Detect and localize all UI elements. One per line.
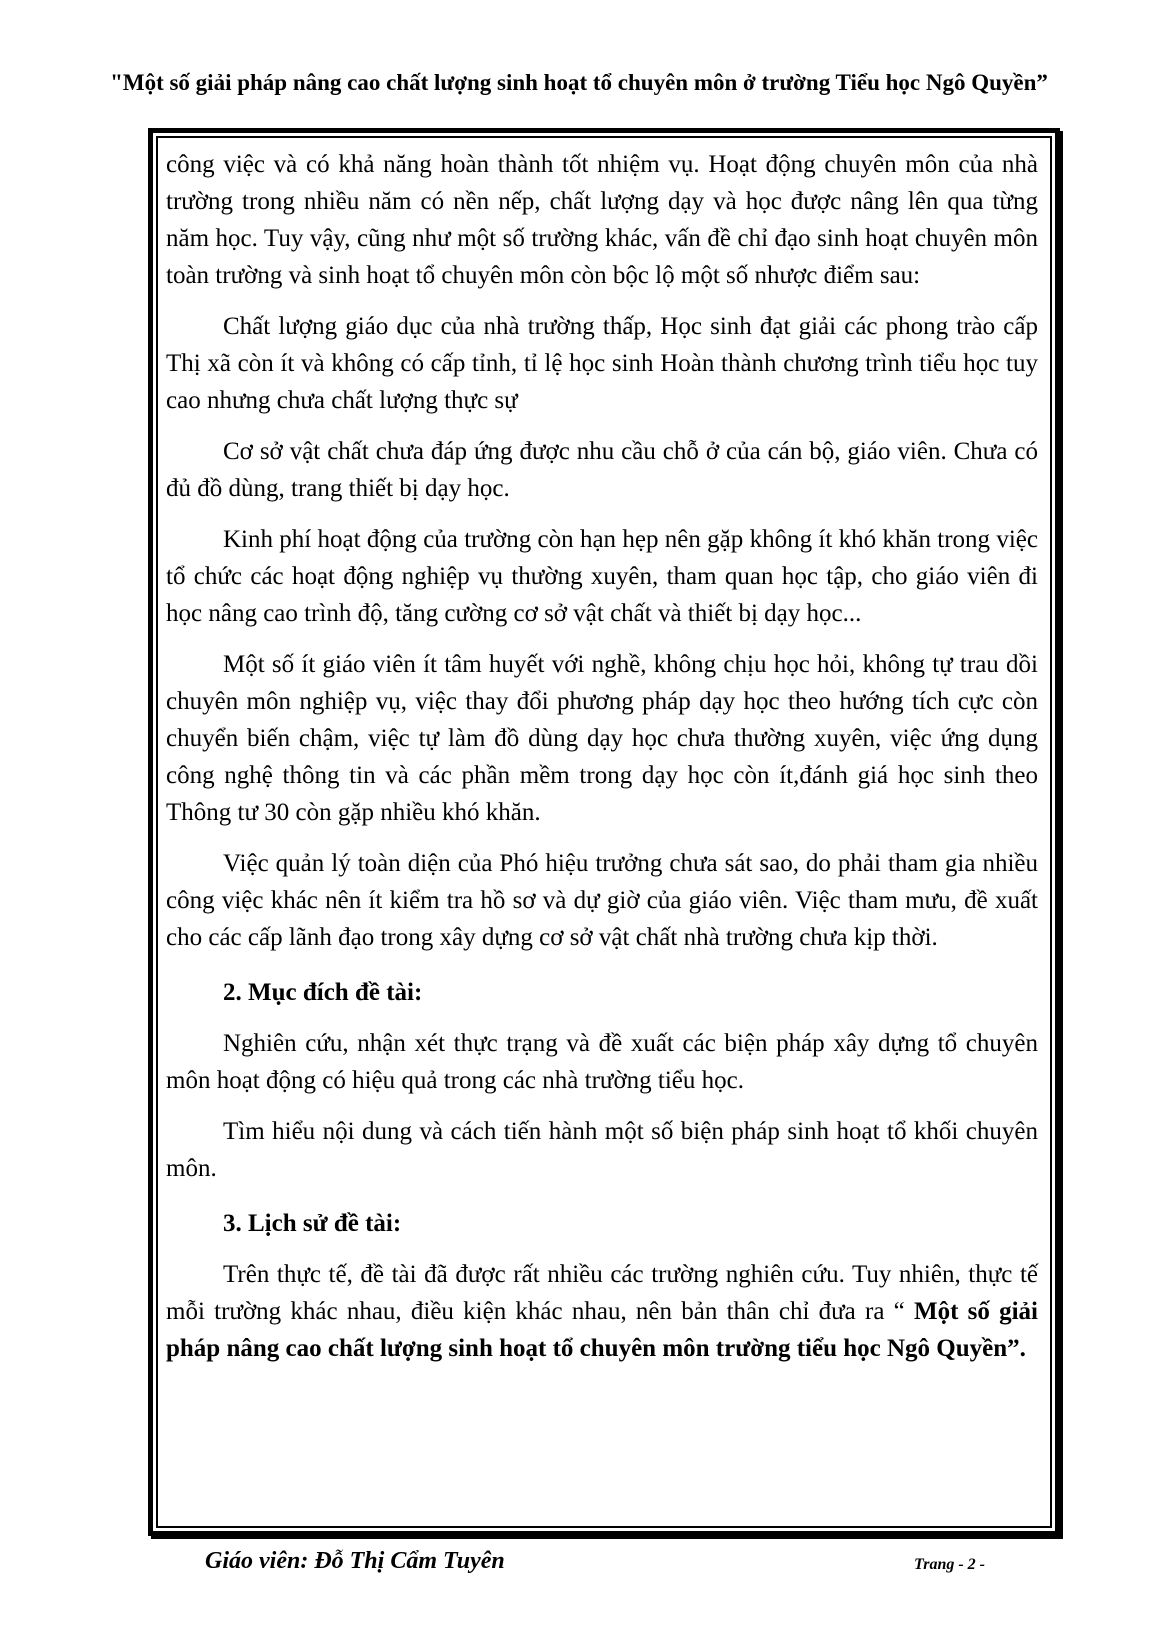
paragraph [166, 146, 1038, 294]
bold-text-run: Một số giải pháp nâng cao chất lượng sinh hoạt tổ chuyên môn trường tiểu học Ngô Quyền”. [166, 1298, 1038, 1362]
paragraph [166, 646, 1038, 831]
content-border-box [148, 128, 1060, 1536]
text-run: Cơ sở vật chất chưa đáp ứng được nhu cầu chỗ ở của cán bộ, giáo viên. Chưa có đủ đồ dùng, trang thiết bị dạy học. [166, 438, 1038, 502]
text-run: Kinh phí hoạt động của trường còn hạn hẹp nên gặp không ít khó khăn trong việc tổ chức các hoạt động nghiệp vụ thường xuyên, tham quan học tập, cho giáo viên đi học nâng cao trình độ, tăng cường cơ sở vật chất và thiết bị dạy học... [166, 526, 1038, 627]
paragraph [166, 845, 1038, 956]
bold-text-run: 2. Mục đích đề tài: [223, 979, 423, 1006]
paragraph [166, 1025, 1038, 1099]
text-run: Chất lượng giáo dục của nhà trường thấp, Học sinh đạt giải các phong trào cấp Thị xã còn ít và không có cấp tỉnh, tỉ lệ học sinh Hoàn thành chương trình tiểu học tuy cao nhưng chưa chất lượng thực sự [166, 313, 1038, 414]
text-run: Nghiên cứu, nhận xét thực trạng và đề xuất các biện pháp xây dựng tổ chuyên môn hoạt động có hiệu quả trong các nhà trường tiểu học. [166, 1030, 1038, 1094]
paragraph [166, 308, 1038, 419]
paragraph [166, 433, 1038, 507]
text-run: Tìm hiểu nội dung và cách tiến hành một số biện pháp sinh hoạt tổ khối chuyên môn. [166, 1118, 1038, 1182]
footer-page-number: Trang - 2 - [914, 1556, 985, 1573]
page-header-title: "Một số giải pháp nâng cao chất lượng sinh hoạt tổ chuyên môn ở trường Tiểu học Ngô Quyền” [110, 70, 1048, 95]
footer-teacher-name: Giáo viên: Đỗ Thị Cẩm Tuyên [205, 1548, 505, 1574]
paragraph [166, 521, 1038, 632]
text-run: Trên thực tế, đề tài đã được rất nhiều các trường nghiên cứu. Tuy nhiên, thực tế mỗi trường khác nhau, điều kiện khác nhau, nên bản thân chỉ đưa ra “ [166, 1261, 1038, 1325]
bold-text-run: 3. Lịch sử đề tài: [223, 1210, 402, 1237]
paragraph [166, 1256, 1038, 1367]
text-run: Việc quản lý toàn diện của Phó hiệu trưởng chưa sát sao, do phải tham gia nhiều công việc khác nên ít kiểm tra hồ sơ và dự giờ của giáo viên. Việc tham mưu, đề xuất cho các cấp lãnh đạo trong xây dựng cơ sở vật chất nhà trường chưa kịp thời. [166, 850, 1038, 951]
text-run: Một số ít giáo viên ít tâm huyết với nghề, không chịu học hỏi, không tự trau dồi chuyên môn nghiệp vụ, việc thay đổi phương pháp dạy học theo hướng tích cực còn chuyển biến chậm, việc tự làm đồ dùng dạy học chưa thường xuyên, việc ứng dụng công nghệ thông tin và các phần mềm trong dạy học còn ít,đánh giá học sinh theo Thông tư 30 còn gặp nhiều khó khăn. [166, 651, 1038, 826]
text-run: công việc và có khả năng hoàn thành tốt nhiệm vụ. Hoạt động chuyên môn của nhà trường trong nhiều năm có nền nếp, chất lượng dạy và học được nâng lên qua từng năm học. Tuy vậy, cũng như một số trường khác, vấn đề chỉ đạo sinh hoạt chuyên môn toàn trường và sinh hoạt tổ chuyên môn còn bộc lộ một số nhược điểm sau: [166, 151, 1038, 289]
document-body [156, 136, 1052, 1528]
section-heading [166, 974, 1038, 1011]
section-heading [166, 1205, 1038, 1242]
paragraph [166, 1113, 1038, 1187]
